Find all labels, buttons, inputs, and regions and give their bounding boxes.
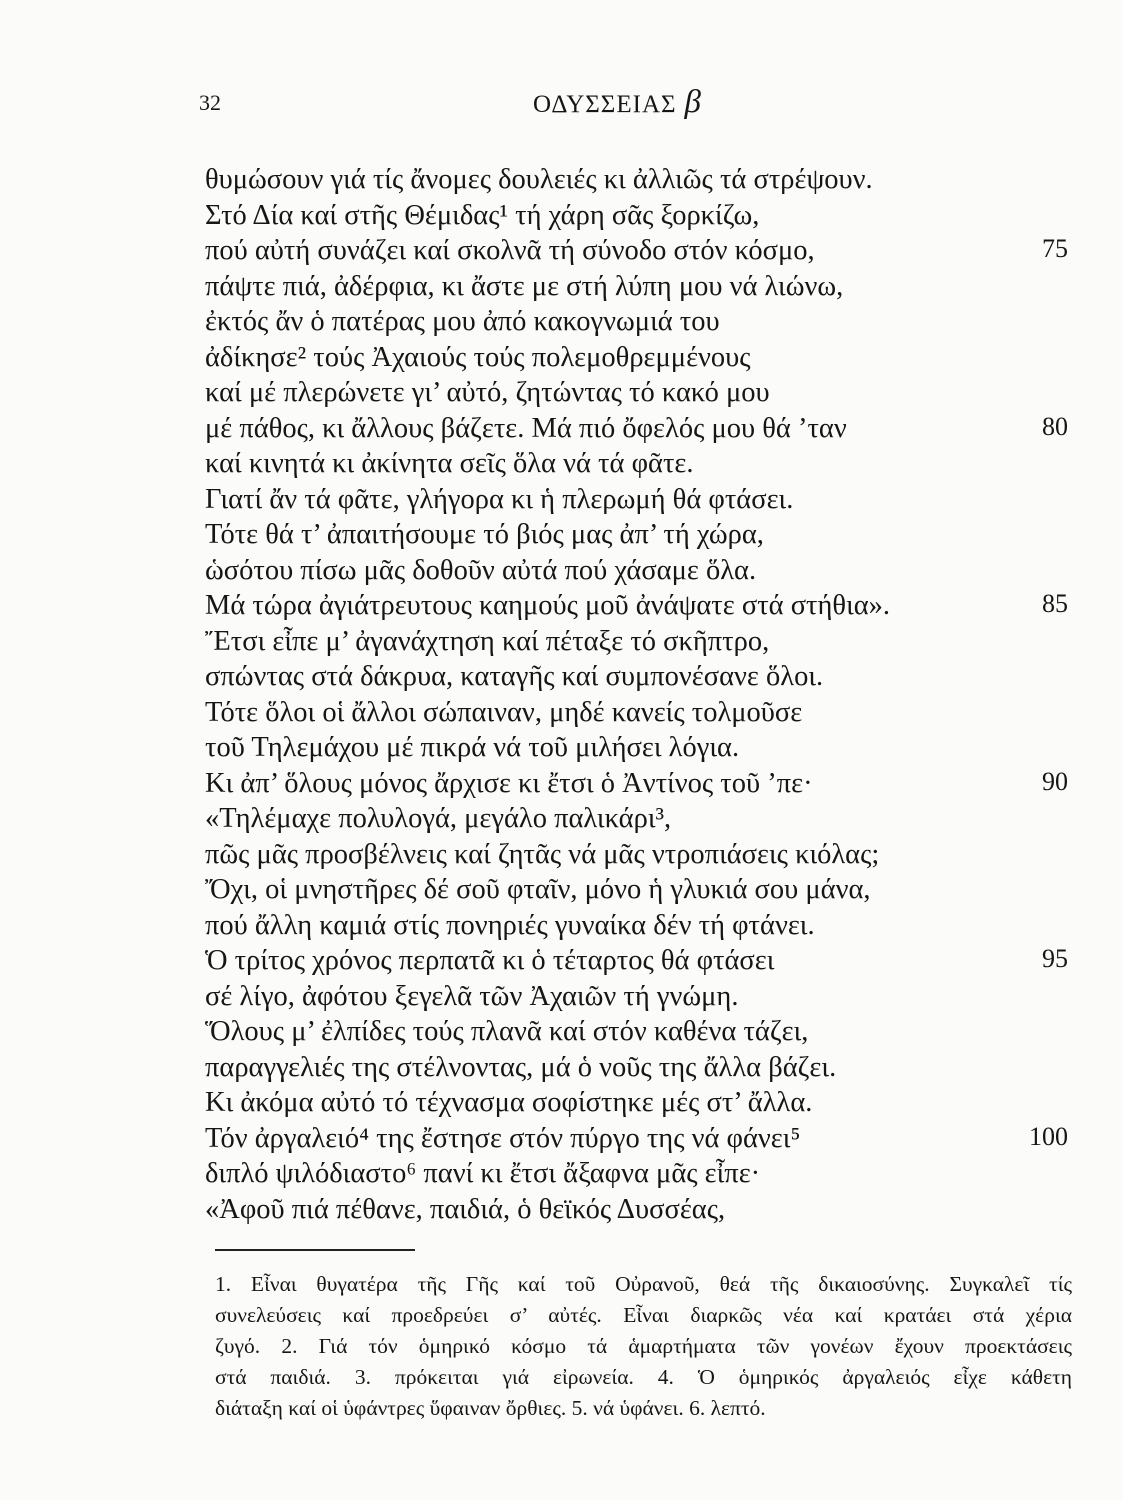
footnotes xyxy=(215,1269,1072,1424)
verse-line xyxy=(205,588,1068,624)
verse-line xyxy=(205,517,1068,553)
verse-line xyxy=(205,340,1068,376)
footnote-line: διάταξη καί οἱ ὑφάντρες ὕφαιναν ὄρθιες. 5. νά ὑφάνει. 6. λεπτό. xyxy=(215,1396,766,1420)
verse-text: Τότε θά τ’ ἀπαιτήσουμε τό βιός μας ἀπ’ τή χώρα, xyxy=(205,519,764,550)
verse-line xyxy=(205,233,1068,269)
footnote-rule xyxy=(215,1249,415,1251)
verse-line xyxy=(205,837,1068,873)
line-number: 100 xyxy=(1029,1121,1068,1151)
verse-line xyxy=(205,979,1068,1015)
verse-line xyxy=(205,482,1068,518)
verse-line xyxy=(205,943,1068,979)
footnote-line: ζυγό. 2. Γιά τόν ὁμηρικό κόσμο τά ἁμαρτήματα τῶν γονέων ἔχουν προεκτάσεις xyxy=(215,1334,1072,1358)
verse-text: «Ἀφοῦ πιά πέθανε, παιδιά, ὁ θεϊκός Δυσσέας, xyxy=(205,1193,726,1225)
verse-text: «Τηλέμαχε πολυλογά, μεγάλο παλικάρι³, xyxy=(205,803,672,834)
line-number: 85 xyxy=(1042,589,1068,618)
verse-text: Κι ἀπ’ ὅλους μόνος ἄρχισε κι ἔτσι ὁ Ἀντίνος τοῦ ’πε· xyxy=(205,767,813,799)
line-number: 95 xyxy=(1042,944,1068,973)
verse-line xyxy=(205,1121,1068,1157)
verse-text: Ἔτσι εἶπε μ’ ἀγανάχτηση καί πέταξε τό σκῆπτρο, xyxy=(205,625,770,657)
verse-block xyxy=(205,162,1068,1227)
verse-text: διπλό ψιλόδιαστο⁶ πανί κι ἔτσι ἄξαφνα μᾶς εἶπε· xyxy=(205,1158,761,1189)
verse-text: ὡσότου πίσω μᾶς δοθοῦν αὐτά πού χάσαμε ὅλα. xyxy=(205,554,757,586)
running-title-text: ΟΔΥΣΣΕΙΑΣ xyxy=(533,91,677,118)
verse-line xyxy=(205,695,1068,731)
verse-line xyxy=(205,730,1068,766)
verse-text: Μά τώρα ἀγιάτρευτους καημούς μοῦ ἀνάψατε στά στήθια». xyxy=(205,590,891,621)
verse-text: πού ἄλλη καμιά στίς πονηριές γυναίκα δέν τή φτάνει. xyxy=(205,909,815,941)
verse-line xyxy=(205,659,1068,695)
footnote-line: 1. Εἶναι θυγατέρα τῆς Γῆς καί τοῦ Οὐρανοῦ, θεά τῆς δικαιοσύνης. Συγκαλεῖ τίς xyxy=(215,1272,1072,1296)
line-number: 80 xyxy=(1042,411,1068,441)
verse-text: σέ λίγο, ἀφότου ξεγελᾶ τῶν Ἀχαιῶν τή γνώμη. xyxy=(205,980,739,1012)
verse-line xyxy=(205,1085,1068,1121)
verse-text: πάψτε πιά, ἀδέρφια, κι ἄστε με στή λύπη μου νά λιώνω, xyxy=(205,270,844,302)
verse-text: καί μέ πλερώνετε γι’ αὐτό, ζητώντας τό κακό μου xyxy=(205,377,770,408)
verse-text: τοῦ Τηλεμάχου μέ πικρά νά τοῦ μιλήσει λόγια. xyxy=(205,732,740,763)
verse-text: Ὄχι, οἱ μνηστῆρες δέ σοῦ φταῖν, μόνο ἡ γλυκιά σου μάνα, xyxy=(205,874,871,905)
verse-text: πῶς μᾶς προσβέλνεις καί ζητᾶς νά μᾶς ντροπιάσεις κιόλας; xyxy=(205,838,880,870)
verse-line xyxy=(205,872,1068,908)
verse-text: καί κινητά κι ἀκίνητα σεῖς ὅλα νά τά φᾶτε. xyxy=(205,448,694,479)
verse-line xyxy=(205,269,1068,305)
verse-text: σπώντας στά δάκρυα, καταγῆς καί συμπονέσανε ὅλοι. xyxy=(205,661,824,692)
verse-line xyxy=(205,1014,1068,1050)
verse-line xyxy=(205,1192,1068,1228)
verse-text: Τότε ὅλοι οἱ ἄλλοι σώπαιναν, μηδέ κανείς τολμοῦσε xyxy=(205,696,803,728)
verse-line xyxy=(205,304,1068,340)
verse-line xyxy=(205,446,1068,482)
verse-line xyxy=(205,162,1068,198)
verse-line xyxy=(205,553,1068,589)
running-title xyxy=(533,86,701,124)
footnote-line: συνελεύσεις καί προεδρεύει σ’ αὐτές. Εἶναι διαρκῶς νέα καί κρατάει στά χέρια xyxy=(215,1303,1072,1327)
verse-text: μέ πάθος, κι ἄλλους βάζετε. Μά πιό ὄφελός μου θά ’ταν xyxy=(205,412,847,444)
verse-text: Κι ἀκόμα αὐτό τό τέχνασμα σοφίστηκε μές στ’ ἄλλα. xyxy=(205,1087,813,1118)
verse-text: παραγγελιές της στέλνοντας, μά ὁ νοῦς της ἄλλα βάζει. xyxy=(205,1051,837,1083)
verse-text: πού αὐτή συνάζει καί σκολνᾶ τή σύνοδο στόν κόσμο, xyxy=(205,235,815,266)
verse-text: θυμώσουν γιά τίς ἄνομες δουλειές κι ἀλλιῶς τά στρέψουν. xyxy=(205,164,873,195)
verse-text: Στό Δία καί στῆς Θέμιδας¹ τή χάρη σᾶς ξορκίζω, xyxy=(205,199,760,231)
verse-line xyxy=(205,908,1068,944)
verse-line xyxy=(205,801,1068,837)
verse-text: Ὁ τρίτος χρόνος περπατᾶ κι ὁ τέταρτος θά φτάσει xyxy=(205,945,775,976)
verse-text: Ὅλους μ’ ἐλπίδες τούς πλανᾶ καί στόν καθένα τάζει, xyxy=(205,1016,809,1047)
verse-line xyxy=(205,1156,1068,1192)
verse-text: ἐκτός ἄν ὁ πατέρας μου ἀπό κακογνωμιά του xyxy=(205,306,720,337)
verse-line xyxy=(205,624,1068,660)
book-letter: β xyxy=(684,84,701,120)
page-number: 32 xyxy=(199,90,221,115)
verse-line xyxy=(205,766,1068,802)
verse-line xyxy=(205,375,1068,411)
line-number: 90 xyxy=(1042,766,1068,796)
verse-line xyxy=(205,411,1068,447)
line-number: 75 xyxy=(1042,234,1068,263)
verse-text: ἀδίκησε² τούς Ἀχαιούς τούς πολεμοθρεμμένους xyxy=(205,341,751,373)
verse-text: Τόν ἀργαλειό⁴ της ἔστησε στόν πύργο της νά φάνει⁵ xyxy=(205,1122,801,1154)
verse-line xyxy=(205,1050,1068,1086)
verse-text: Γιατί ἄν τά φᾶτε, γλήγορα κι ἡ πλερωμή θά φτάσει. xyxy=(205,483,794,515)
verse-line xyxy=(205,198,1068,234)
footnote-line: στά παιδιά. 3. πρόκειται γιά εἰρωνεία. 4. Ὁ ὁμηρικός ἀργαλειός εἶχε κάθετη xyxy=(215,1365,1072,1389)
